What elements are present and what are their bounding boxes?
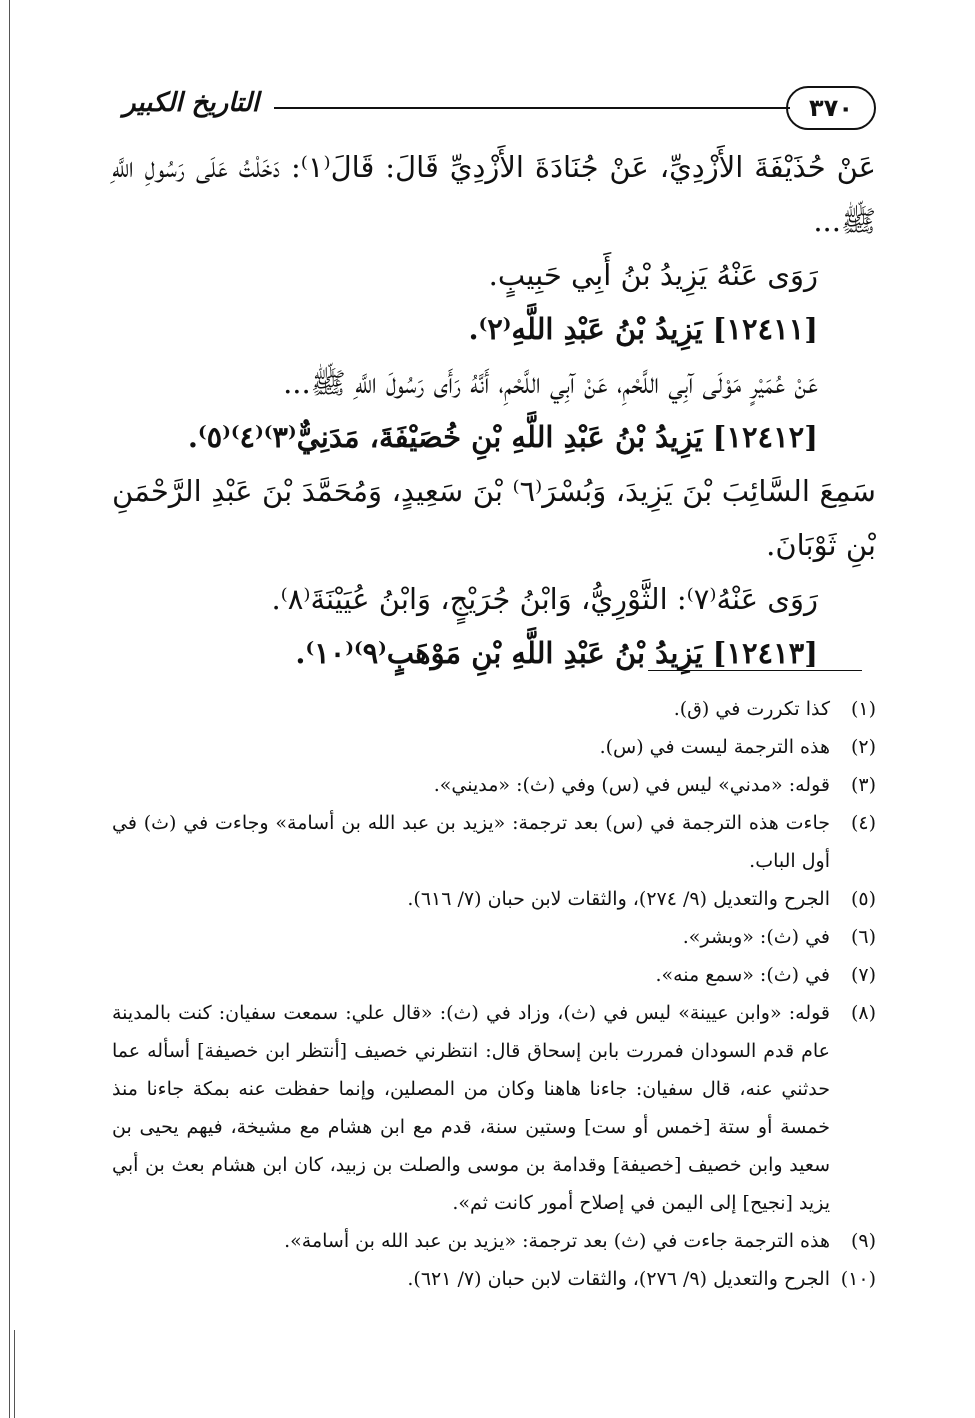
- entry-12411-heading: [١٢٤١١] يَزِيدُ بْنُ عَبْدِ اللَّهِ⁽٢⁾.: [468, 312, 818, 346]
- scan-edge-line-bottom: [14, 1330, 15, 1418]
- footnote-text: هذه الترجمة جاءت في (ث) بعد ترجمة: «يزيد بن عبد الله بن أسامة».: [284, 1230, 830, 1252]
- running-title: التاريخ الكبير: [122, 88, 260, 118]
- footnote-number: (٥): [850, 888, 876, 910]
- footnote: [112, 994, 876, 1222]
- footnote-number: (٣): [850, 774, 876, 796]
- footnote-number: (٩): [850, 1230, 876, 1252]
- footnote: [112, 918, 876, 956]
- footnote-text: هذه الترجمة ليست في (س).: [599, 736, 830, 758]
- page-header: [112, 86, 876, 132]
- footnote: [112, 1222, 876, 1260]
- header-rule: [274, 107, 790, 109]
- footnote-number: (٨): [850, 1002, 876, 1024]
- paragraph-heard-from: سَمِعَ السَّائِبَ بْنَ يَزِيدَ، وَبُسْرَ⁽٦⁾ بْنَ سَعِيدٍ، وَمُحَمَّدَ بْنَ عَبْدِ الرَّحْمَنِ بْنِ ثَوْبَانَ.: [112, 474, 876, 562]
- scan-edge-line: [9, 0, 10, 1418]
- footnote-text: في (ث): «سمع منه».: [655, 964, 830, 986]
- footnote-text: كذا تكررت في (ق).: [673, 698, 830, 720]
- entry-12412-heading: [١٢٤١٢] يَزِيدُ بْنُ عَبْدِ اللَّهِ بْنِ خُصَيْفَةَ، مَدَنِيٌّ⁽٣⁾⁽٤⁾⁽٥⁾.: [187, 420, 818, 454]
- footnote-text: قوله: «وابن عيينة» ليس في (ث)، وزاد في (ث): «قال علي: سمعت سفيان: كنت بالمدينة عام قدم السودان فمررت بابن إسحاق قال: انتظرني خصيف [أنتظر ابن خصيفة] أسأله عما حدثني عنه، قال سفيان: جاءنا هاهنا وكان من المصلين، وإنما حفظت عنه بمكة جاءنا منذ خمسة أو ستة [خمس أو ست] وستين سنة، قدم مع ابن هشام مع مشيخة، فيهم يحيى بن سعيد وابن خصيف [خصيفة] وقدامة بن موسى والصلت بن زبيد، كان ابن هشام بعث بن أبي يزيد [نجيح] إلى اليمن في إصلاح أمور كانت ثم».: [112, 1002, 830, 1214]
- footnote-text: قوله: «مدني» ليس في (س) وفي (ث): «مديني».: [433, 774, 830, 796]
- footnote: [112, 690, 876, 728]
- narrators-from-him: رَوَى عَنْهُ⁽٧⁾: الثَّوْرِيُّ، وَابْنُ جُرَيْجٍ، وَابْنُ عُيَيْنَةَ⁽٨⁾.: [271, 582, 818, 616]
- footnote-text: الجرح والتعديل (٩/ ٢٧٦)، والثقات لابن حبان (٧/ ٦٢١).: [407, 1268, 830, 1290]
- footnote-number: (٧): [850, 964, 876, 986]
- footnotes: [112, 690, 876, 1298]
- paragraph-hudhayfa: عَنْ حُذَيْفَةَ الأَزْدِيِّ، عَنْ جُنَادَةَ الأَزْدِيِّ قَالَ: قَالَ⁽١⁾: دَخَلْتُ عَلَى رَسُولِ اللَّهِ ﷺ...: [112, 150, 876, 238]
- footnote: [112, 804, 876, 880]
- footnote-text: في (ث): «وبشر».: [682, 926, 830, 948]
- footnote: [112, 880, 876, 918]
- narrator-line: رَوَى عَنْهُ يَزِيدُ بْنُ أَبِي حَبِيبٍ.: [488, 258, 818, 292]
- footnote: [112, 1260, 876, 1298]
- footnote-text: الجرح والتعديل (٩/ ٢٧٤)، والثقات لابن حبان (٧/ ٦١٦).: [407, 888, 830, 910]
- page-number: ٣٧٠: [786, 86, 876, 130]
- footnote-text: جاءت هذه الترجمة في (س) بعد ترجمة: «يزيد بن عبد الله بن أسامة» وجاءت في (ث) في أول الباب.: [112, 812, 830, 872]
- paragraph-umayr: عَنْ عُمَيْرٍ مَوْلَى آبِي اللَّحْمِ، عَنْ آبِي اللَّحْمِ، أَنَّهُ رَأَى رَسُولَ اللَّهِ ﷺ...: [283, 366, 818, 400]
- entry-12413-heading: [١٢٤١٣] يَزِيدُ بْنُ عَبْدِ اللَّهِ بْنِ مَوْهَبٍ⁽٩⁾⁽١٠⁾.: [295, 636, 818, 670]
- footnote-number: (١): [850, 698, 876, 720]
- footnote: [112, 956, 876, 994]
- footnote-number: (٦): [850, 926, 876, 948]
- footnote-number: (١٠): [840, 1268, 876, 1290]
- footnote-number: (٤): [850, 812, 876, 834]
- footnote: [112, 728, 876, 766]
- footnote-divider: [648, 670, 862, 671]
- main-text: [112, 140, 876, 680]
- footnote: [112, 766, 876, 804]
- footnote-number: (٢): [850, 736, 876, 758]
